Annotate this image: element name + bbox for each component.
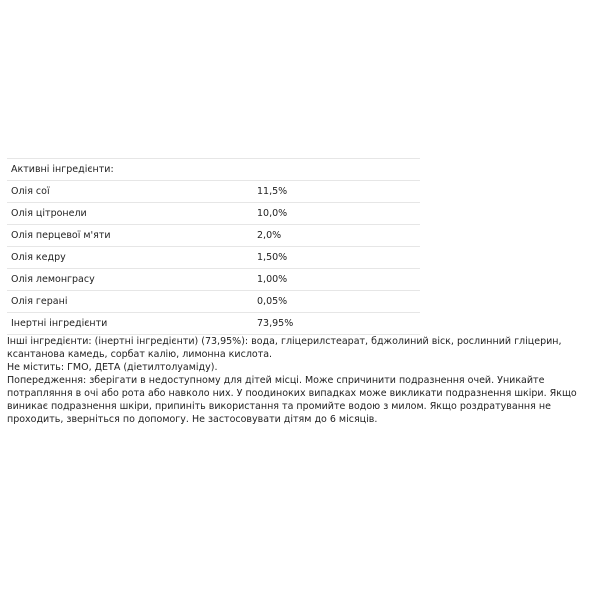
table-header-row: [7, 159, 420, 181]
table-row: [7, 225, 420, 247]
ingredient-value: 73,95%: [253, 313, 420, 335]
table-row: [7, 203, 420, 225]
ingredient-value: 2,0%: [253, 225, 420, 247]
other-ingredients-text: Інші інгредієнти: (інертні інгредієнти) (73,95%): вода, гліцерилстеарат, бджолиний віск, рослинний гліцерин, ксантанова камедь, сорбат калію, лимонна кислота.: [7, 336, 562, 360]
ingredient-name: Олія кедру: [7, 247, 253, 269]
header-empty-cell: [253, 159, 420, 181]
warning-text: Попередження: зберігати в недоступному для дітей місці. Може спричинити подразнення очей. Уникайте потрапляння в очі або рота або навколо них. У поодиноких випадках може викликати подразнення шкіри. Якщо виникає подразнення шкіри, припиніть використання та промийте водою з милом. Якщо роздратування не проходить, зверніться по допомогу. Не застосовувати дітям до 6 місяців.: [7, 375, 577, 425]
ingredient-name: Олія перцевої м'яти: [7, 225, 253, 247]
table-row: [7, 313, 420, 335]
active-ingredients-header: Активні інгредієнти:: [7, 159, 253, 181]
table-row: [7, 269, 420, 291]
ingredient-name: Олія герані: [7, 291, 253, 313]
ingredient-value: 1,00%: [253, 269, 420, 291]
not-contains-text: Не містить: ГМО, ДЕТА (діетилтолуаміду).: [7, 362, 218, 373]
ingredients-table: [7, 158, 420, 335]
table-row: [7, 247, 420, 269]
ingredient-value: 0,05%: [253, 291, 420, 313]
ingredient-name: Олія лемонграсу: [7, 269, 253, 291]
ingredient-value: 11,5%: [253, 181, 420, 203]
ingredient-name: Інертні інгредієнти: [7, 313, 253, 335]
ingredient-value: 10,0%: [253, 203, 420, 225]
ingredient-name: Олія цітронели: [7, 203, 253, 225]
ingredient-name: Олія сої: [7, 181, 253, 203]
table-row: [7, 181, 420, 203]
product-info: [7, 158, 587, 426]
ingredient-value: 1,50%: [253, 247, 420, 269]
table-row: [7, 291, 420, 313]
